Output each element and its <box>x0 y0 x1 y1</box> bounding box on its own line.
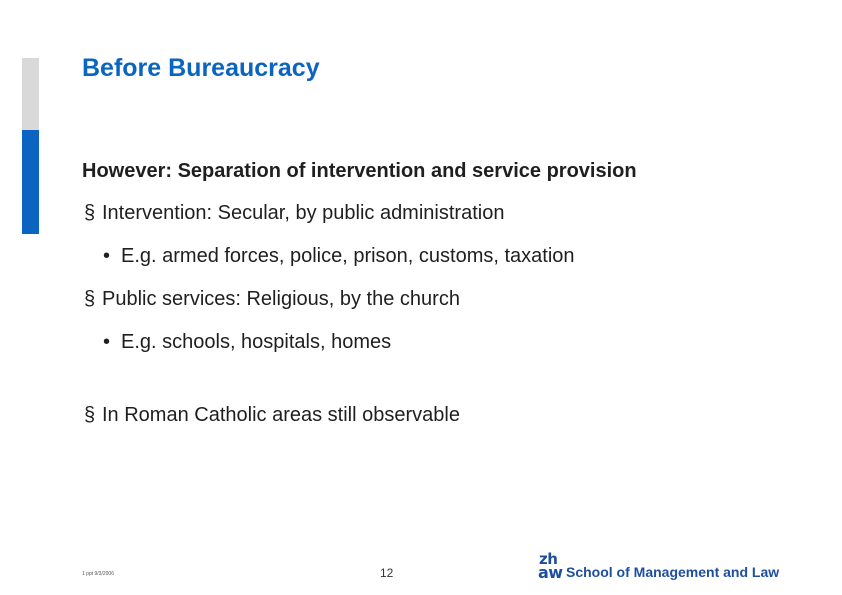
bullet-text: E.g. schools, hospitals, homes <box>121 331 392 353</box>
section-marker-icon: § <box>84 288 96 310</box>
bullet-item <box>84 202 504 225</box>
side-bar-blue <box>22 130 39 234</box>
section-marker-icon: § <box>84 202 96 224</box>
zhaw-logo <box>538 551 784 581</box>
logo-mark-bottom: aw <box>538 563 563 582</box>
bullet-dot-icon: • <box>103 331 111 353</box>
bullet-item <box>84 404 460 427</box>
bullet-item <box>84 288 460 311</box>
bullet-text: In Roman Catholic areas still observable <box>102 404 460 426</box>
zhaw-logo-mark <box>538 551 566 581</box>
bullet-text: Intervention: Secular, by public administration <box>102 202 505 224</box>
bullet-text: Public services: Religious, by the church <box>102 288 460 310</box>
bullet-text: E.g. armed forces, police, prison, customs, taxation <box>121 245 575 267</box>
side-bar-grey <box>22 58 39 130</box>
sub-bullet-item <box>103 331 391 354</box>
logo-mark-top: zh <box>539 550 558 568</box>
page-number: 12 <box>380 566 394 580</box>
footer-file-info: 1 ppt 9/3/2006 <box>82 571 114 577</box>
section-marker-icon: § <box>84 404 96 426</box>
sub-bullet-item <box>103 245 575 268</box>
slide-title: Before Bureaucracy <box>82 54 320 82</box>
slide-heading: However: Separation of intervention and service provision <box>82 160 637 182</box>
bullet-dot-icon: • <box>103 245 111 267</box>
logo-text: School of Management and Law <box>566 564 780 580</box>
